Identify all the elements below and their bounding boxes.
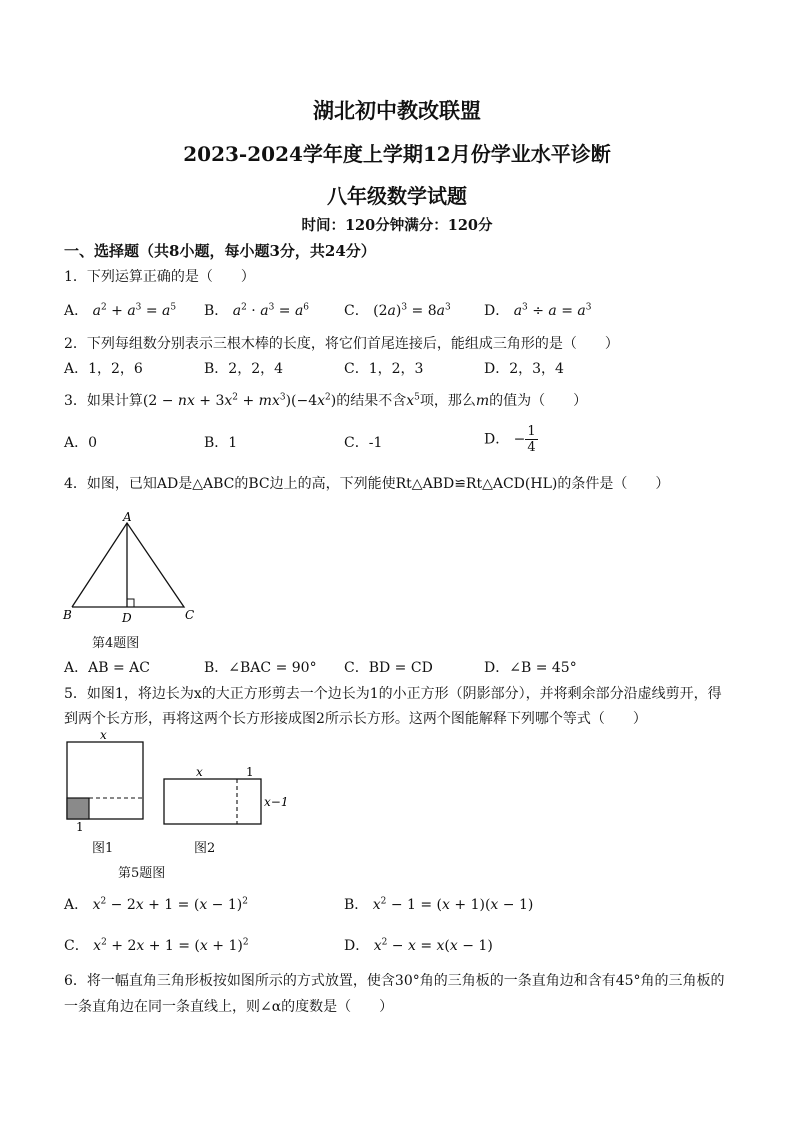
exam-info: 时间：120分钟满分：120分 (301, 217, 493, 234)
q5-caption: 第5题图 (118, 866, 166, 881)
q5-stem-line1: 5．如图1，将边长为x的大正方形剪去一个边长为1的小正方形（阴影部分），并将剩余部分沿虚线剪开，得 (64, 686, 722, 702)
q5-option-a: A． $x^2 - 2x + 1 = (x - 1)^2$ (64, 896, 248, 913)
q5-option-b: B． $x^2 - 1 = (x + 1)(x - 1)$ (344, 896, 534, 913)
q1-option-b: B． $a^2 \cdot a^3 = a^6$ (204, 302, 310, 319)
q5-fig2-label-x: x (196, 765, 203, 779)
q5-square-figures (60, 728, 305, 833)
q4-label-c: C (185, 608, 195, 622)
q6-stem-line2: 一条直角边在同一条直线上，则∠α的度数是（ ） (64, 999, 394, 1015)
section-heading: 一、选择题（共8小题，每小题3分，共24分） (64, 242, 376, 260)
q6-stem-line1: 6．将一幅直角三角形板按如图所示的方式放置，使含30°角的三角板的一条直角边和含有45°角的三角板的 (64, 973, 725, 989)
q5-fig1-label-1: 1 (76, 820, 84, 833)
subject-title: 八年级数学试题 (327, 184, 467, 208)
q1-option-a: A． $a^2 + a^3 = a^5$ (64, 302, 177, 319)
q5-option-c: C． $x^2 + 2x + 1 = (x + 1)^2$ (64, 937, 249, 954)
q5-fig1-caption: 图1 (92, 841, 114, 856)
q4-label-a: A (123, 510, 132, 524)
q4-option-c: C．BD = CD (344, 660, 433, 676)
org-title: 湖北初中教改联盟 (313, 98, 481, 123)
q4-caption: 第4题图 (92, 636, 140, 651)
q5-fig2-caption: 图2 (194, 841, 216, 856)
q5-option-d: D． $x^2 - x = x(x - 1)$ (344, 937, 493, 954)
q5-stem-line2: 到两个长方形，再将这两个长方形接成图2所示长方形。这两个图能解释下列哪个等式（ ） (64, 711, 647, 727)
q1-option-d: D． $a^3 \div a = a^3$ (484, 302, 592, 319)
q3-option-c: C．-1 (344, 435, 383, 451)
q4-option-a: A．AB = AC (64, 660, 150, 676)
q1-option-c: C． $(2a)^3 = 8a^3$ (344, 302, 451, 319)
q2-option-b: B．2，2，4 (204, 361, 284, 377)
q2-option-d: D．2，3，4 (484, 361, 564, 377)
q5-fig2-label-xm1: x−1 (264, 795, 289, 809)
q4-label-b: B (63, 608, 72, 622)
q3-stem: 3．如果计算(2 − nx + $3x^2 + mx^3)(-4x^2)$的结果不含$x^5$项，那么m的值为（ ） (64, 392, 588, 409)
q4-triangle-figure (60, 505, 200, 630)
q4-label-d: D (122, 611, 132, 625)
q4-option-d: D．∠B = 45° (484, 660, 577, 676)
q5-fig2-label-1: 1 (246, 765, 254, 779)
q1-stem: 1．下列运算正确的是（ ） (64, 269, 255, 285)
q3-option-b: B．1 (204, 435, 238, 451)
q4-option-b: B．∠BAC = 90° (204, 660, 317, 676)
q3-option-a: A．0 (64, 435, 98, 451)
q5-fig1-label-x: x (100, 728, 107, 742)
q2-stem: 2．下列每组数分别表示三根木棒的长度，将它们首尾连接后，能组成三角形的是（ ） (64, 336, 619, 352)
q3-option-d: D． − $\frac{1}{4}$ (484, 424, 536, 455)
q2-option-c: C．1，2，3 (344, 361, 424, 377)
exam-title: 2023-2024学年度上学期12月份学业水平诊断 (183, 142, 611, 166)
q2-option-a: A．1，2，6 (64, 361, 143, 377)
q4-stem: 4．如图，已知AD是△ABC的BC边上的高，下列能使Rt△ABD≌Rt△ACD(HL)的条件是（ ） (64, 476, 670, 492)
